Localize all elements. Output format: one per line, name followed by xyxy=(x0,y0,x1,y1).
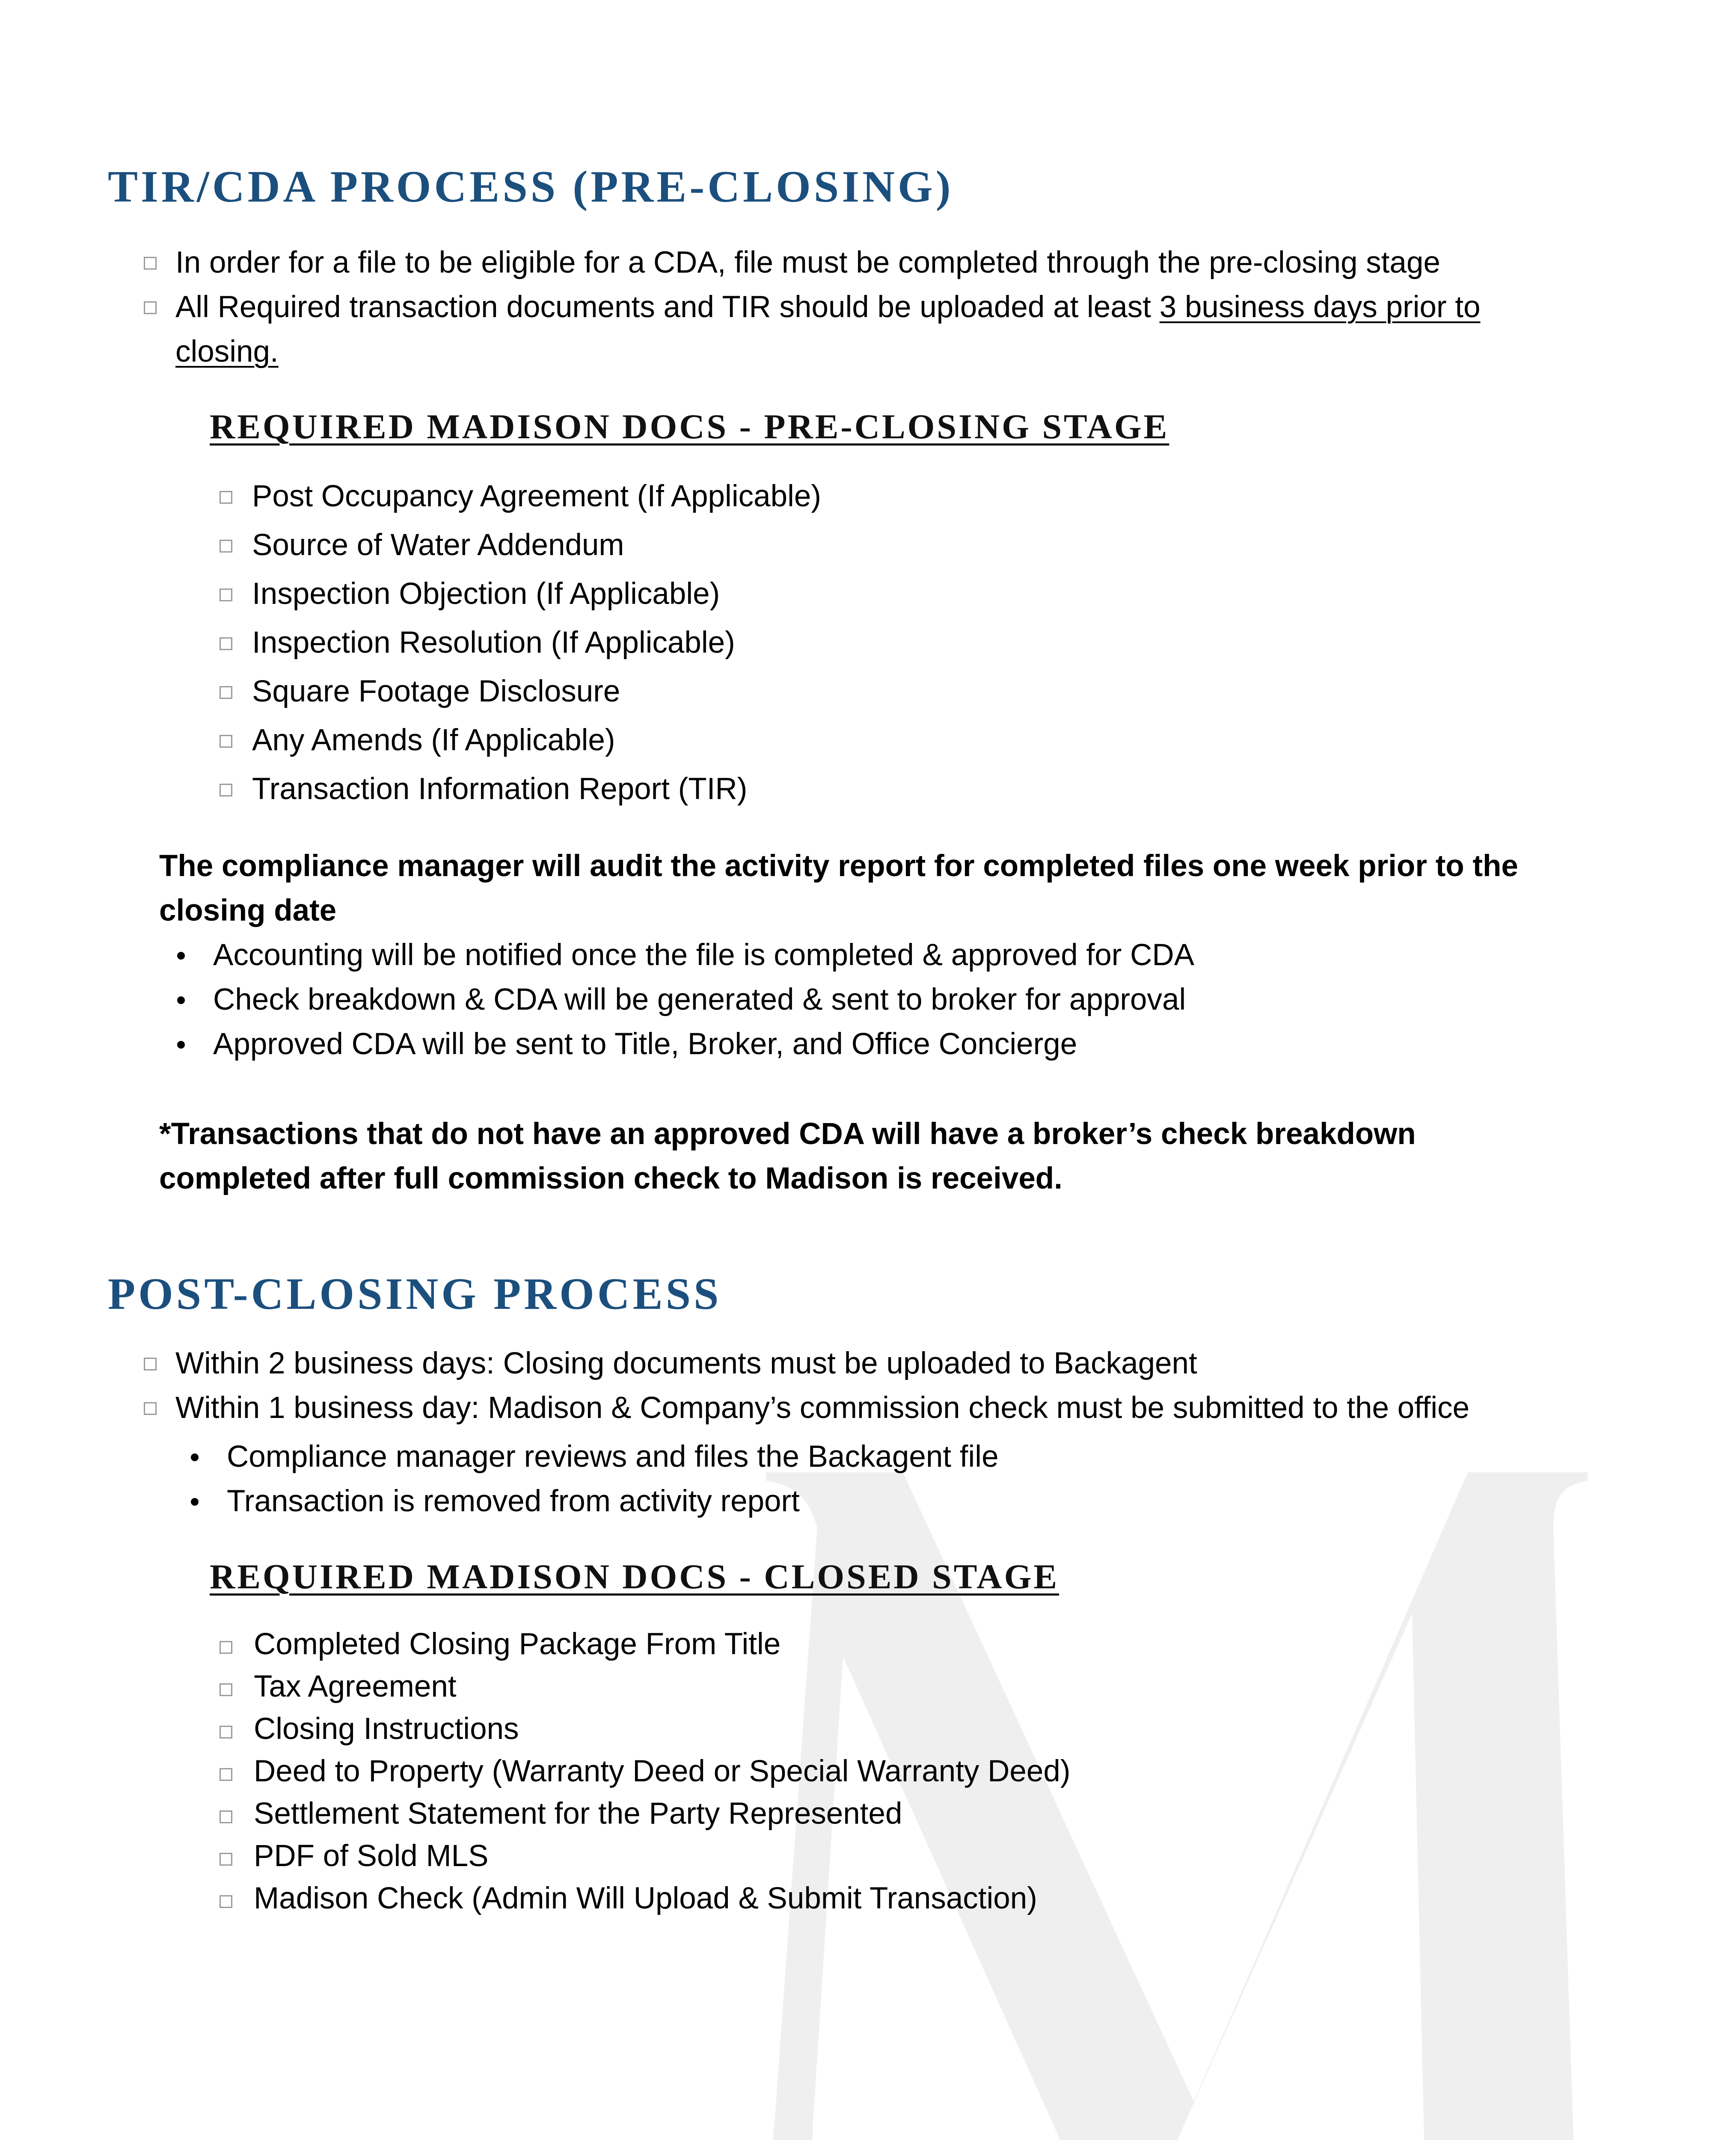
checkbox-icon[interactable] xyxy=(220,1726,232,1739)
doc-item: Transaction Information Report (TIR) xyxy=(220,765,821,814)
checkbox-icon[interactable] xyxy=(220,1683,232,1696)
doc-item: Any Amends (If Applicable) xyxy=(220,716,821,765)
doc-item: Inspection Resolution (If Applicable) xyxy=(220,618,821,667)
checkbox-icon[interactable] xyxy=(144,301,157,314)
checkbox-icon[interactable] xyxy=(220,588,232,601)
bullet-icon xyxy=(177,952,185,960)
doc-item: Settlement Statement for the Party Represented xyxy=(220,1792,1071,1835)
doc-item: Deed to Property (Warranty Deed or Special Warranty Deed) xyxy=(220,1750,1071,1792)
bullet-item: Compliance manager reviews and files the Backagent file xyxy=(188,1435,999,1479)
doc-item: Madison Check (Admin Will Upload & Submit Transaction) xyxy=(220,1877,1071,1920)
section-title-tir-cda: TIR/CDA PROCESS (PRE-CLOSING) xyxy=(108,161,954,211)
compliance-bullets xyxy=(175,933,1194,1067)
bullet-item: Accounting will be notified once the file is completed & approved for CDA xyxy=(175,933,1194,978)
doc-item: Post Occupancy Agreement (If Applicable) xyxy=(220,472,821,521)
doc-item: Square Footage Disclosure xyxy=(220,667,821,716)
doc-item: Source of Water Addendum xyxy=(220,521,821,570)
checkbox-icon[interactable] xyxy=(220,1810,232,1823)
checkbox-icon[interactable] xyxy=(220,491,232,504)
checkbox-icon[interactable] xyxy=(220,1641,232,1654)
checkbox-icon[interactable] xyxy=(220,784,232,797)
doc-item: PDF of Sold MLS xyxy=(220,1835,1071,1877)
checkbox-icon[interactable] xyxy=(220,1768,232,1781)
checkbox-icon[interactable] xyxy=(220,735,232,748)
section-title-post-closing: POST-CLOSING PROCESS xyxy=(108,1269,722,1319)
doc-item: Closing Instructions xyxy=(220,1708,1071,1750)
compliance-heading: The compliance manager will audit the activity report for completed files one week prior to the closing date xyxy=(159,849,1518,927)
post-closing-checklist xyxy=(144,1341,1469,1430)
checklist-item: Within 1 business day: Madison & Company’s commission check must be submitted to the office xyxy=(144,1386,1469,1430)
cda-note: *Transactions that do not have an approved CDA will have a broker’s check breakdown completed after full commission check to Madison is received. xyxy=(159,1117,1416,1195)
post-closing-bullets xyxy=(188,1435,999,1524)
checkbox-icon[interactable] xyxy=(144,257,157,270)
checkbox-icon[interactable] xyxy=(220,1895,232,1908)
deadline-text: 3 business days prior to closing. xyxy=(175,290,1481,369)
bullet-item: Check breakdown & CDA will be generated & sent to broker for approval xyxy=(175,978,1194,1022)
checklist-item: Within 2 business days: Closing documents must be uploaded to Backagent xyxy=(144,1341,1469,1386)
checkbox-icon[interactable] xyxy=(220,1853,232,1866)
checkbox-icon[interactable] xyxy=(220,540,232,553)
bullet-item: Transaction is removed from activity report xyxy=(188,1479,999,1524)
pre-closing-docs-list xyxy=(220,472,821,814)
pre-closing-checklist xyxy=(144,241,1556,374)
checkbox-icon[interactable] xyxy=(144,1402,157,1415)
bullet-icon xyxy=(177,1041,185,1049)
bullet-icon xyxy=(191,1453,199,1461)
doc-item: Completed Closing Package From Title xyxy=(220,1623,1071,1665)
bullet-item: Approved CDA will be sent to Title, Broker, and Office Concierge xyxy=(175,1022,1194,1067)
checklist-item: All Required transaction documents and TIR should be uploaded at least 3 business days prior to closing. xyxy=(144,285,1556,374)
bullet-icon xyxy=(177,996,185,1004)
checkbox-icon[interactable] xyxy=(220,637,232,650)
subsection-title-closed: REQUIRED MADISON DOCS - CLOSED STAGE xyxy=(210,1557,1059,1596)
closed-docs-list xyxy=(220,1623,1071,1920)
doc-item: Inspection Objection (If Applicable) xyxy=(220,570,821,618)
doc-item: Tax Agreement xyxy=(220,1665,1071,1708)
checklist-item: In order for a file to be eligible for a CDA, file must be completed through the pre-closing stage xyxy=(144,241,1556,285)
checkbox-icon[interactable] xyxy=(144,1358,157,1370)
subsection-title-pre-closing: REQUIRED MADISON DOCS - PRE-CLOSING STAGE xyxy=(210,407,1169,446)
checkbox-icon[interactable] xyxy=(220,686,232,699)
bullet-icon xyxy=(191,1498,199,1506)
